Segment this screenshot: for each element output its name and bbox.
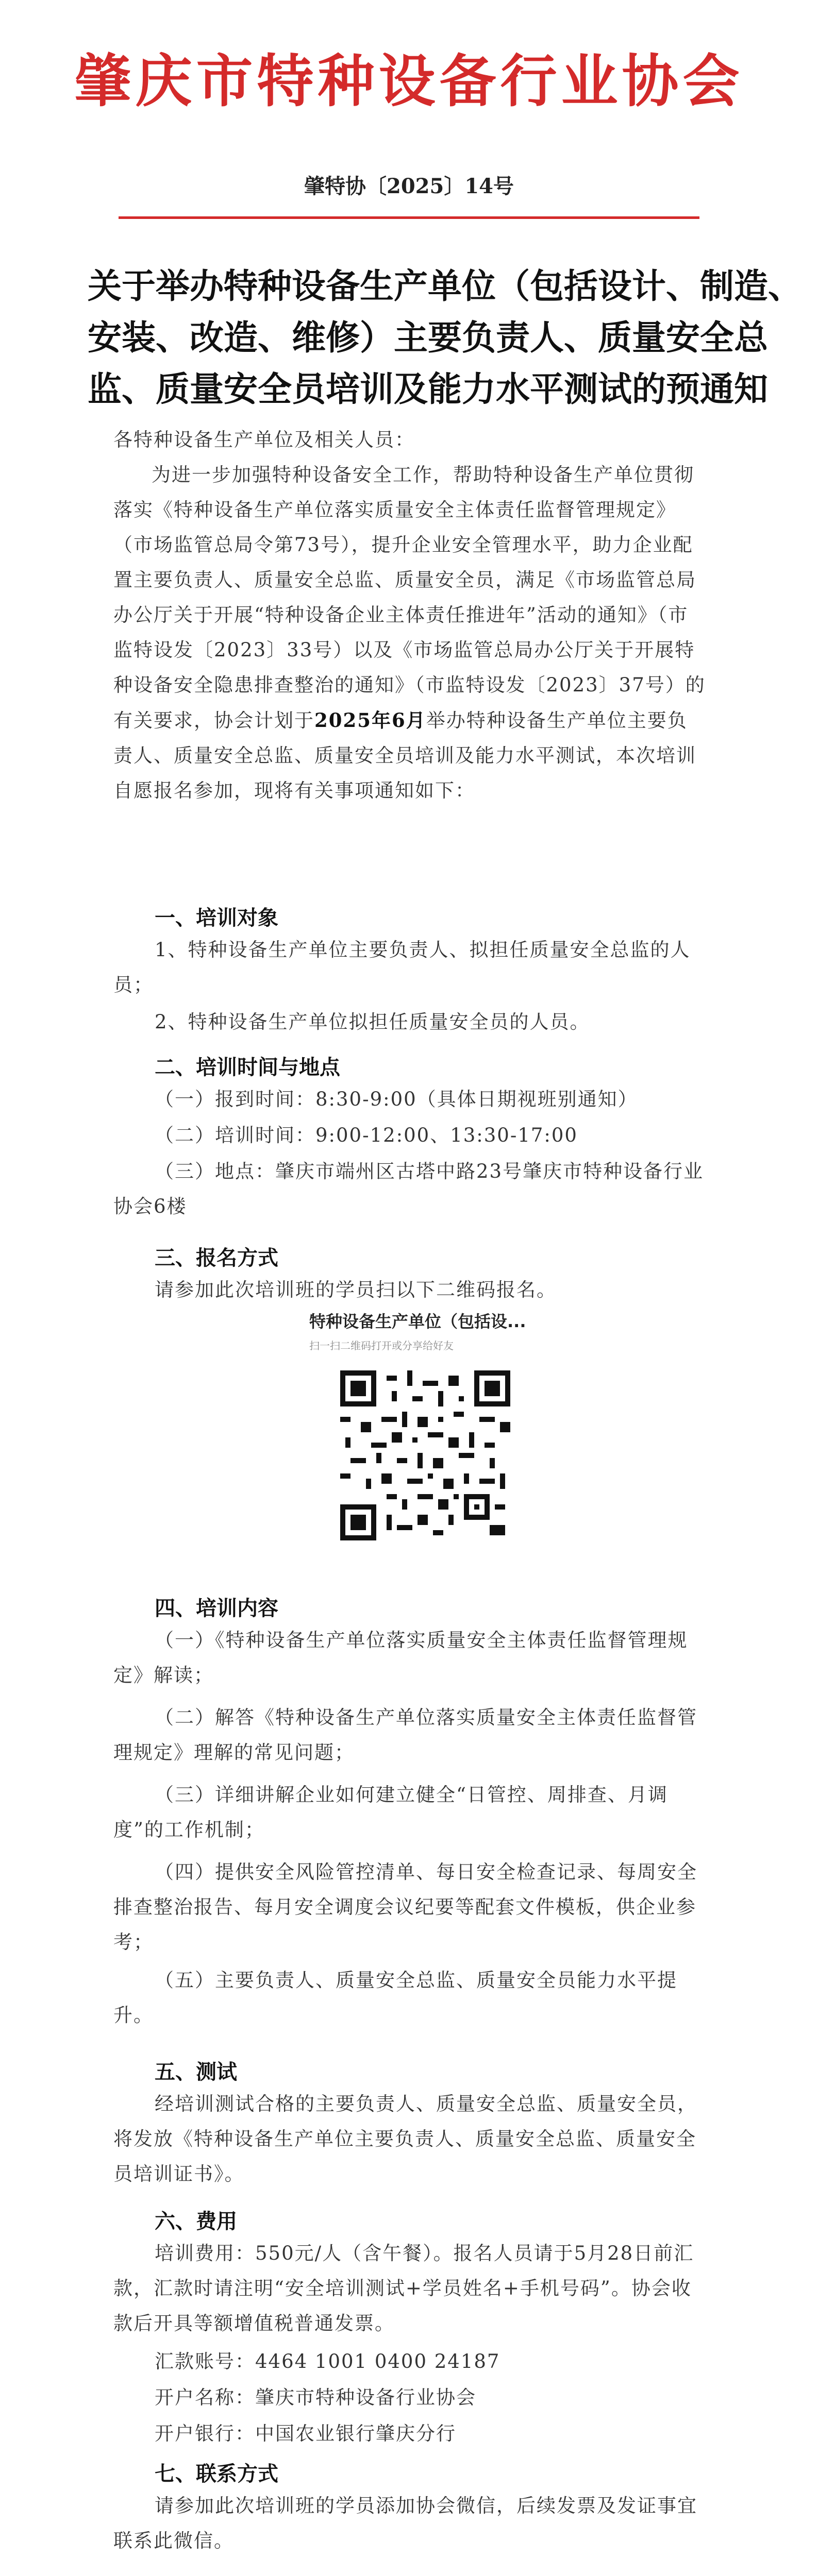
- section-4-item: （二）解答《特种设备生产单位落实质量安全主体责任监督管理规定》理解的常见问题；: [113, 1706, 697, 1764]
- section-1-item: 2、特种设备生产单位拟担任质量安全员的人员。: [155, 1011, 590, 1033]
- headline-line: 关于举办特种设备生产单位（包括设计、制造、: [88, 266, 802, 306]
- qr-card-subtitle: 扫一扫二维码打开或分享给好友: [309, 1340, 454, 1352]
- intro-text-tail: 举办特种设备生产单位主要负责人、质量安全总监、质量安全员培训及能力水平测试，本次培训自愿报名参加，现将有关事项通知如下：: [113, 709, 696, 802]
- registration-qr-card[interactable]: [309, 1309, 567, 1556]
- section-heading-4: 四、培训内容: [155, 1596, 278, 1620]
- section-2-item: （二）培训时间：9:00-12:00、13:30-17:00: [155, 1124, 578, 1146]
- intro-date: 2025年6月: [314, 709, 426, 732]
- section-3-text: 请参加此次培训班的学员扫以下二维码报名。: [155, 1279, 557, 1301]
- org-title: 肇庆市特种设备行业协会: [74, 48, 744, 114]
- section-heading-2: 二、培训时间与地点: [155, 1055, 340, 1079]
- bank-name: 开户银行：中国农业银行肇庆分行: [155, 2422, 456, 2445]
- qr-card-title: 特种设备生产单位（包括设...: [309, 1312, 526, 1331]
- red-divider: [119, 216, 699, 219]
- section-2-item: （三）地点：肇庆市端州区古塔中路23号肇庆市特种设备行业协会6楼: [113, 1160, 704, 1217]
- notice-headline: [88, 260, 802, 415]
- section-4-item: （五）主要负责人、质量安全总监、质量安全员能力水平提升。: [113, 1969, 677, 2026]
- account-name: 开户名称：肇庆市特种设备行业协会: [155, 2386, 476, 2409]
- section-5-text: 经培训测试合格的主要负责人、质量安全总监、质量安全员，将发放《特种设备生产单位主要负责人、质量安全总监、质量安全员培训证书》。: [113, 2093, 697, 2185]
- registration-qr-code[interactable]: [340, 1370, 510, 1540]
- notice-intro: [113, 422, 706, 808]
- section-6-text: 培训费用：550元/人（含午餐）。报名人员请于5月28日前汇款，汇款时请注明“安全培训测试+学员姓名+手机号码”。协会收款后开具等额增值税普通发票。: [113, 2242, 694, 2334]
- doc-number: 肇特协〔2025〕14号: [304, 174, 514, 198]
- section-heading-6: 六、费用: [155, 2209, 237, 2233]
- salutation: 各特种设备生产单位及相关人员：: [113, 429, 415, 451]
- section-2-item: （一）报到时间：8:30-9:00（具体日期视班别通知）: [155, 1088, 638, 1110]
- headline-line: 安装、改造、维修）主要负责人、质量安全总: [88, 317, 768, 358]
- intro-text: 为进一步加强特种设备安全工作，帮助特种设备生产单位贯彻落实《特种设备生产单位落实质量安全主体责任监督管理规定》（市场监管总局令第73号），提升企业安全管理水平，助力企业配置主要负责人、质量安全总监、质量安全员，满足《市场监管总局办公厅关于开展“特种设备企业主体责任推进年”活动的通知》（市监特设发〔2023〕33号）以及《市场监管总局办公厅关于开展特种设备安全隐患排查整治的通知》（市监特设发〔2023〕37号）的有关要求，协会计划于: [113, 464, 706, 732]
- headline-line: 监、质量安全员培训及能力水平测试的预通知: [88, 369, 768, 409]
- intro-paragraph: [113, 457, 706, 808]
- section-heading-3: 三、报名方式: [155, 1246, 278, 1270]
- section-7-text: 请参加此次培训班的学员添加协会微信，后续发票及发证事宜联系此微信。: [113, 2495, 697, 2552]
- section-heading-7: 七、联系方式: [155, 2462, 278, 2486]
- section-4-item: （三）详细讲解企业如何建立健全“日管控、周排查、月调度”的工作机制；: [113, 1784, 668, 1841]
- bank-account: 汇款账号：4464 1001 0400 24187: [155, 2350, 500, 2372]
- section-heading-1: 一、培训对象: [155, 906, 278, 930]
- section-1-item: 1、特种设备生产单位主要负责人、拟担任质量安全总监的人员；: [113, 939, 691, 996]
- section-4-item: （一）《特种设备生产单位落实质量安全主体责任监督管理规定》解读；: [113, 1629, 688, 1686]
- section-4-item: （四）提供安全风险管控清单、每日安全检查记录、每周安全排查整治报告、每月安全调度会议纪要等配套文件模板，供企业参考；: [113, 1861, 697, 1953]
- section-heading-5: 五、测试: [155, 2060, 237, 2084]
